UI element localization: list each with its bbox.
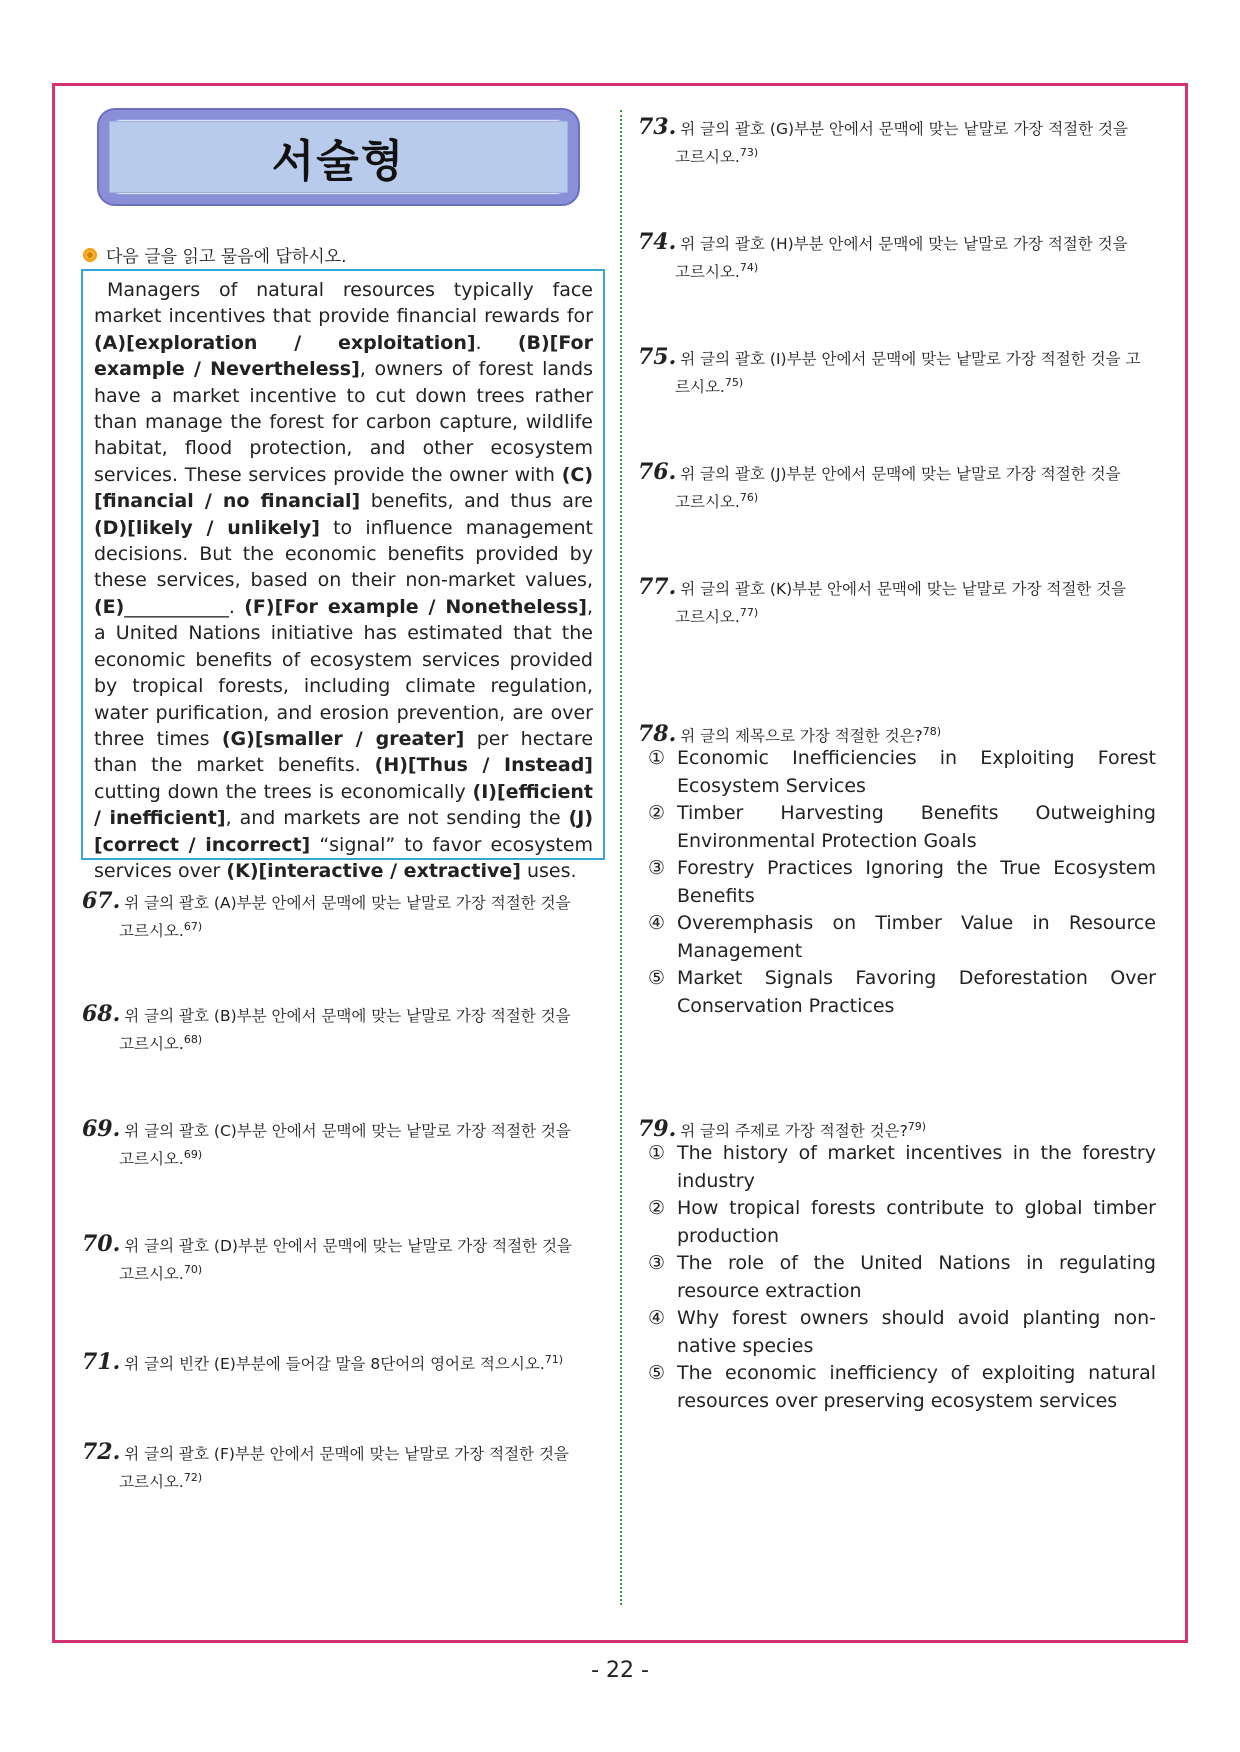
question-text: 위 글의 괄호 (K)부분 안에서 문맥에 맞는 낱말로 가장 적절한 것을 — [680, 580, 1127, 598]
option-text: Forestry Practices Ignoring the True Ecosystem Benefits — [677, 857, 1156, 907]
question-77 — [638, 576, 1158, 629]
footnote-ref: 76) — [739, 491, 759, 504]
bracket-h: (H)[Thus / Instead] — [374, 754, 593, 777]
option-4[interactable] — [648, 910, 1156, 965]
section-title: 서술형 — [109, 121, 568, 193]
option-5[interactable] — [648, 1360, 1156, 1415]
option-1[interactable] — [648, 1140, 1156, 1195]
bracket-d: (D)[likely / unlikely] — [94, 516, 320, 539]
question-67 — [82, 890, 604, 943]
flower-icon — [82, 247, 98, 263]
bracket-i: (I)[efficient / inefficient] — [94, 780, 593, 830]
question-number: 79. — [638, 1116, 677, 1143]
option-2[interactable] — [648, 800, 1156, 855]
question-69 — [82, 1118, 604, 1171]
question-text: 고르시오. — [675, 608, 740, 627]
option-3[interactable] — [648, 855, 1156, 910]
passage-text: benefits, and thus are — [360, 490, 593, 513]
question-74 — [638, 231, 1158, 284]
footnote-ref: 72) — [183, 1471, 203, 1484]
question-75 — [638, 346, 1158, 399]
passage-text: . — [475, 331, 518, 354]
question-text: 위 글의 괄호 (G)부분 안에서 문맥에 맞는 낱말로 가장 적절한 것을 — [680, 120, 1128, 138]
option-text: Why forest owners should avoid planting non-native species — [677, 1307, 1156, 1357]
question-number: 70. — [82, 1231, 121, 1257]
question-text: 위 글의 괄호 (A)부분 안에서 문맥에 맞는 낱말로 가장 적절한 것을 — [124, 894, 571, 912]
question-number: 73. — [638, 114, 677, 140]
question-text: 위 글의 주제로 가장 적절한 것은? — [680, 1122, 908, 1141]
question-number: 77. — [638, 574, 677, 600]
question-text: 위 글의 괄호 (C)부분 안에서 문맥에 맞는 낱말로 가장 적절한 것을 — [124, 1122, 571, 1140]
option-text: Timber Harvesting Benefits Outweighing Environmental Protection Goals — [677, 802, 1156, 852]
bracket-k: (K)[interactive / extractive] — [226, 859, 521, 882]
option-marker: ④ — [648, 912, 666, 934]
option-2[interactable] — [648, 1195, 1156, 1250]
question-text: 고르시오. — [119, 1473, 184, 1492]
question-71 — [82, 1348, 604, 1376]
footnote-ref: 74) — [739, 261, 759, 274]
footnote-ref: 73) — [739, 146, 759, 159]
passage-text: . — [228, 595, 245, 618]
passage-text: uses. — [520, 859, 577, 882]
footnote-ref: 69) — [183, 1148, 203, 1161]
question-text: 위 글의 괄호 (H)부분 안에서 문맥에 맞는 낱말로 가장 적절한 것을 — [680, 235, 1128, 253]
option-text: The economic inefficiency of exploiting natural resources over preserving ecosystem services — [677, 1362, 1156, 1412]
passage-text: “signal” to favor ecosystem services over — [94, 833, 593, 882]
question-76 — [638, 461, 1158, 514]
question-78-options — [648, 745, 1156, 1020]
bracket-c: (C)[financial / no financial] — [94, 463, 593, 513]
footnote-ref: 68) — [183, 1033, 203, 1046]
question-70 — [82, 1233, 604, 1286]
bracket-b: (B)[For example / Nevertheless] — [94, 331, 593, 381]
question-number: 75. — [638, 344, 677, 370]
question-73 — [638, 116, 1158, 169]
option-marker: ② — [648, 802, 666, 824]
footnote-ref: 70) — [183, 1263, 203, 1276]
footnote-ref: 79) — [907, 1120, 927, 1133]
reading-passage — [81, 269, 605, 882]
question-number: 67. — [82, 888, 121, 914]
question-72 — [82, 1441, 604, 1494]
question-79 — [638, 1115, 1158, 1143]
option-4[interactable] — [648, 1305, 1156, 1360]
question-text: 위 글의 괄호 (D)부분 안에서 문맥에 맞는 낱말로 가장 적절한 것을 — [124, 1237, 572, 1255]
question-number: 76. — [638, 459, 677, 485]
page-number: - 22 - — [591, 1658, 649, 1683]
question-number: 68. — [82, 1001, 121, 1027]
question-text: 위 글의 괄호 (I)부분 안에서 문맥에 맞는 낱말로 가장 적절한 것을 고 — [680, 350, 1141, 368]
instruction-text: 다음 글을 읽고 물음에 답하시오. — [106, 247, 347, 267]
footnote-ref: 71) — [544, 1353, 564, 1366]
passage-text: per hectare than the market benefits. — [94, 727, 594, 777]
option-marker: ① — [648, 1142, 666, 1164]
question-text: 고르시오. — [675, 263, 740, 282]
option-marker: ② — [648, 1197, 666, 1219]
option-text: Economic Inefficiencies in Exploiting Forest Ecosystem Services — [677, 747, 1156, 797]
option-text: How tropical forests contribute to global timber production — [677, 1197, 1156, 1247]
question-79-options — [648, 1140, 1156, 1415]
section-title-box — [97, 108, 580, 206]
option-text: Overemphasis on Timber Value in Resource Management — [677, 912, 1156, 962]
question-text: 고르시오. — [119, 1265, 184, 1284]
option-text: The history of market incentives in the forestry industry — [677, 1142, 1156, 1192]
question-78 — [638, 720, 1158, 748]
option-5[interactable] — [648, 965, 1156, 1020]
option-3[interactable] — [648, 1250, 1156, 1305]
option-marker: ⑤ — [648, 1362, 666, 1384]
blank-e: ___________ — [124, 595, 229, 618]
column-divider — [620, 110, 622, 1605]
question-text: 르시오. — [675, 378, 725, 397]
question-text: 고르시오. — [675, 148, 740, 167]
question-number: 69. — [82, 1116, 121, 1142]
passage-text: Managers of natural resources typically face market incentives that provide financial rewards for — [94, 279, 593, 328]
option-marker: ⑤ — [648, 967, 666, 989]
bracket-g: (G)[smaller / greater] — [221, 727, 465, 750]
question-number: 74. — [638, 229, 677, 255]
bracket-a: (A)[exploration / exploitation] — [94, 331, 476, 354]
question-text: 고르시오. — [119, 1035, 184, 1054]
question-text: 위 글의 빈칸 (E)부분에 들어갈 말을 8단어의 영어로 적으시오. — [124, 1355, 545, 1374]
question-text: 위 글의 괄호 (F)부분 안에서 문맥에 맞는 낱말로 가장 적절한 것을 — [124, 1445, 569, 1463]
passage-text: , and markets are not sending the — [225, 807, 569, 830]
bracket-j: (J)[correct / incorrect] — [94, 807, 593, 856]
passage-text: , a United Nations initiative has estimated that the economic benefits of ecosystem services provided by tropical forests, including climate regulation, water purification, and erosion prevention, are over three times — [94, 595, 593, 750]
question-number: 78. — [638, 721, 677, 748]
footnote-ref: 77) — [739, 606, 759, 619]
option-marker: ① — [648, 747, 666, 769]
bracket-f: (F)[For example / Nonetheless] — [244, 595, 587, 618]
passage-text: cutting down the trees is economically — [94, 780, 473, 803]
footnote-ref: 67) — [183, 920, 203, 933]
instruction — [82, 242, 347, 267]
question-text: 고르시오. — [675, 493, 740, 512]
option-1[interactable] — [648, 745, 1156, 800]
option-text: Market Signals Favoring Deforestation Over Conservation Practices — [677, 967, 1156, 1017]
option-marker: ③ — [648, 1252, 666, 1274]
question-text: 위 글의 제목으로 가장 적절한 것은? — [680, 727, 923, 746]
passage-text: , owners of forest lands have a market incentive to cut down trees rather than manage the forest for carbon capture, wildlife habitat, flood protection, and other ecosystem services. These services provide the owner with — [94, 358, 593, 486]
option-marker: ③ — [648, 857, 666, 879]
question-text: 고르시오. — [119, 1150, 184, 1169]
question-text: 고르시오. — [119, 922, 184, 941]
question-text: 위 글의 괄호 (B)부분 안에서 문맥에 맞는 낱말로 가장 적절한 것을 — [124, 1007, 571, 1025]
footnote-ref: 78) — [922, 725, 942, 738]
question-68 — [82, 1003, 604, 1056]
question-number: 72. — [82, 1439, 121, 1465]
blank-e-label: (E) — [94, 595, 125, 618]
question-text: 위 글의 괄호 (J)부분 안에서 문맥에 맞는 낱말로 가장 적절한 것을 — [680, 465, 1121, 483]
option-marker: ④ — [648, 1307, 666, 1329]
question-number: 71. — [82, 1349, 121, 1376]
passage-text: to influence management decisions. But the economic benefits provided by these services, based on their non-market values, — [94, 516, 593, 592]
footnote-ref: 75) — [724, 376, 744, 389]
option-text: The role of the United Nations in regulating resource extraction — [677, 1252, 1156, 1302]
